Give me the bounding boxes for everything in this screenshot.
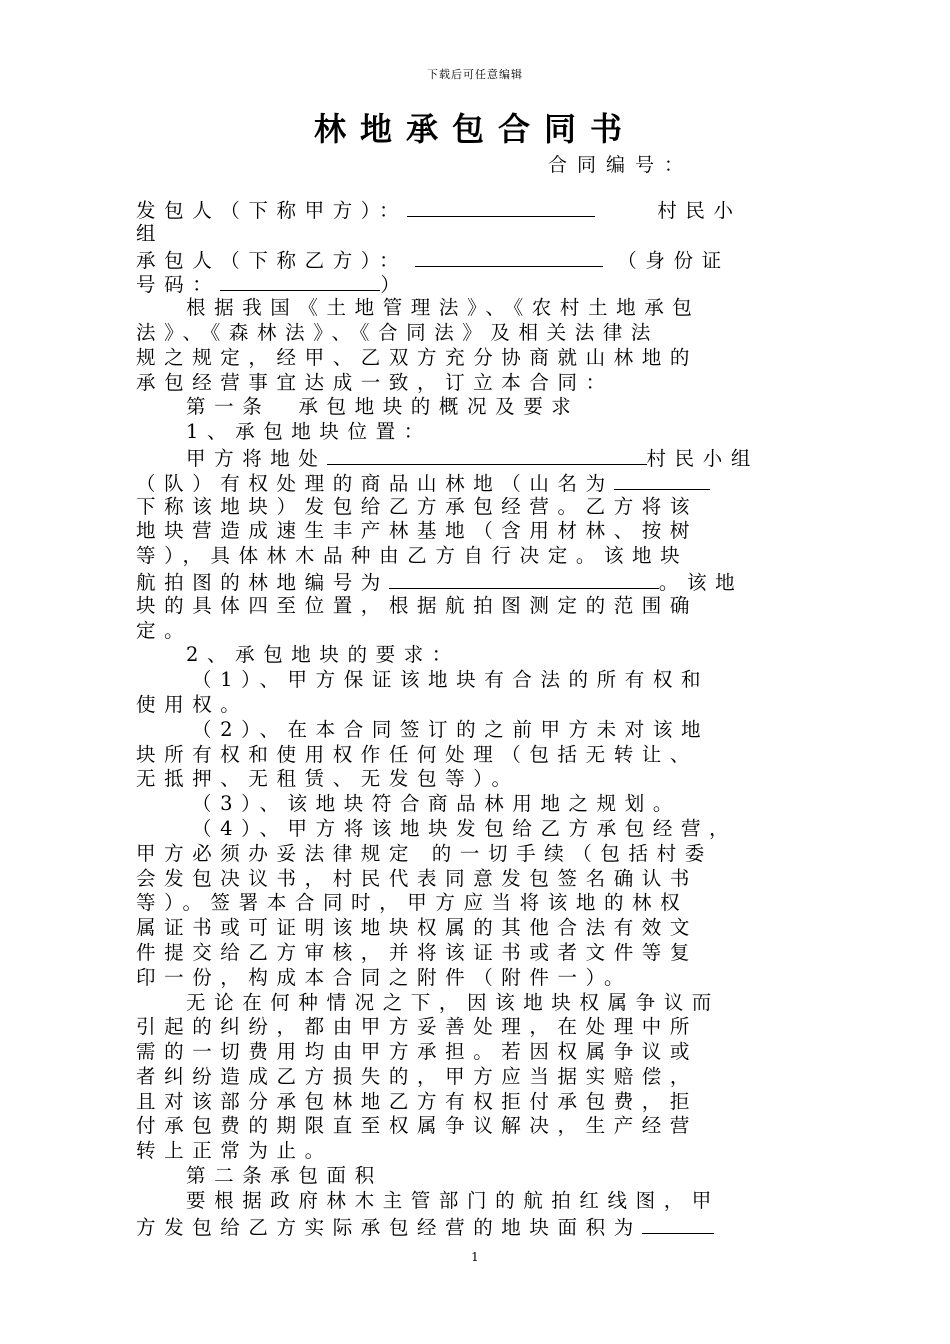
page-title: 林地承包合同书 xyxy=(313,110,636,148)
text-line: 且对该部分承包林地乙方有权拒付承包费，拒 xyxy=(136,1089,699,1113)
text-line: 规之规定，经甲、乙双方充分协商就山林地的 xyxy=(136,345,699,369)
text-line: 使用权。 xyxy=(136,692,249,716)
blank-field xyxy=(407,197,595,217)
text-line: 组 xyxy=(136,221,165,245)
text-line: 根据我国《土地管理法》、《农村土地承包 xyxy=(186,296,701,320)
text-line: 无抵押、无租赁、无发包等）。 xyxy=(136,767,520,791)
text-line: 承包经营事宜达成一致，订立本合同： xyxy=(136,370,614,394)
text-line: （1）、甲方保证该地块有合法的所有权和 xyxy=(192,668,710,692)
text-line: 块的具体四至位置，根据航拍图测定的范围确 xyxy=(136,593,699,617)
blank-field xyxy=(389,569,659,589)
blank-field xyxy=(220,271,380,291)
blank-field xyxy=(327,445,647,465)
text-line: 需的一切费用均由甲方承担。若因权属争议或 xyxy=(136,1040,699,1064)
contract-body xyxy=(136,197,810,1238)
text-line: 甲方将地处 村民小组 xyxy=(186,446,759,470)
text-line: 转上正常为止。 xyxy=(136,1139,333,1163)
text-line: （4）、甲方将该地块发包给乙方承包经营， xyxy=(192,816,738,840)
text-line: 法》、《森林法》、《合同法》及相关法律法 xyxy=(136,320,660,344)
text-line: （3）、该地块符合商品林用地之规划。 xyxy=(192,792,681,816)
text-line: 付承包费的期限直至权属争议解决，生产经营 xyxy=(136,1114,699,1138)
text-line: 地块营造成速生丰产林基地（含用材林、按树 xyxy=(136,519,699,543)
text-line: 属证书或可证明该地块权属的其他合法有效文 xyxy=(136,916,699,940)
text-line: 甲方必须办妥法律规定 的一切手续（包括村委 xyxy=(136,841,713,865)
text-line: 发包人（下称甲方）： 村民小 xyxy=(136,199,742,222)
text-line: 印一份，构成本合同之附件（附件一）。 xyxy=(136,965,633,989)
text-line: 1、承包地块位置： xyxy=(186,420,432,444)
text-line: 号码： ） xyxy=(136,273,409,297)
text-line: 航拍图的林地编号为 。该地 xyxy=(136,570,744,594)
text-line: 无论在何种情况之下，因该地块权属争议而 xyxy=(186,990,720,1014)
text-line: 定。 xyxy=(136,618,193,642)
contract-number-label: 合同编号： xyxy=(548,154,694,176)
blank-field xyxy=(614,470,710,490)
section-heading: 第一条 承包地块的概况及要求 xyxy=(186,395,580,419)
text-line: 等），具体林木品种由乙方自行决定。该地块 xyxy=(136,544,689,568)
page-number: 1 xyxy=(471,1250,479,1264)
text-line: （队）有权处理的商品山林地（山名为 xyxy=(136,470,810,495)
header-note: 下载后可任意编辑 xyxy=(427,68,523,81)
blank-field xyxy=(642,1214,714,1234)
text-line: 会发包决议书，村民代表同意发包签名确认书 xyxy=(136,866,699,890)
text-line: 等）。签署本合同时，甲方应当将该地的林权 xyxy=(136,891,689,915)
blank-field xyxy=(415,247,603,267)
text-line: 块所有权和使用权作任何处理（包括无转让、 xyxy=(136,742,699,766)
text-line: 承包人（下称乙方）： （身份证 xyxy=(136,248,730,272)
text-line: 下称该地块）发包给乙方承包经营。乙方将该 xyxy=(136,494,699,518)
text-line: 者纠纷造成乙方损失的，甲方应当据实赔偿， xyxy=(136,1064,699,1088)
text-line: 件提交给乙方审核，并将该证书或者文件等复 xyxy=(136,940,699,964)
text-line: 要根据政府林木主管部门的航拍红线图，甲 xyxy=(186,1188,720,1212)
text-line: （2）、在本合同签订的之前甲方未对该地 xyxy=(192,717,710,741)
text-line: 方发包给乙方实际承包经营的地块面积为 xyxy=(136,1214,810,1239)
section-heading: 第二条承包面积 xyxy=(186,1164,383,1188)
text-line: 2、承包地块的要求： xyxy=(186,643,460,667)
text-line: 引起的纠纷，都由甲方妥善处理，在处理中所 xyxy=(136,1015,699,1039)
